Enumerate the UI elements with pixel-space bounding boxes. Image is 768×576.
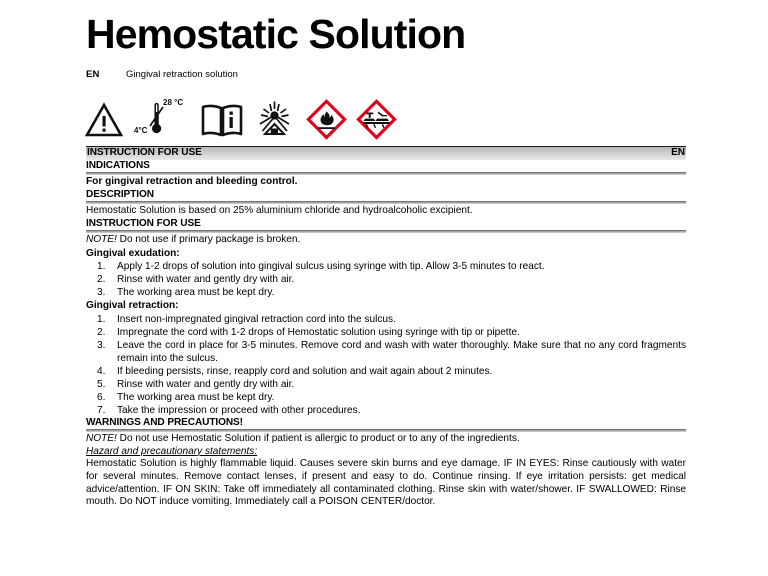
step-index: 7. (97, 404, 106, 416)
temperature-min-label: 4°C (134, 126, 148, 135)
product-subtitle: Gingival retraction solution (126, 69, 238, 80)
temperature-max-label: 28 °C (163, 98, 184, 107)
caution-triangle-icon (84, 100, 124, 145)
description-text: Hemostatic Solution is based on 25% aluminium chloride and hydroalcoholic excipient. (86, 205, 473, 217)
banner-title: INSTRUCTION FOR USE (87, 147, 202, 159)
note-keyword: NOTE! (86, 234, 117, 246)
consult-instructions-icon (200, 100, 244, 145)
list-item (86, 273, 686, 286)
section-warnings (86, 417, 686, 509)
section-rule (86, 230, 686, 233)
step-index: 1. (97, 313, 106, 325)
step-index: 2. (97, 274, 106, 286)
step-text: Impregnate the cord with 1-2 drops of Hemostatic solution using syringe with tip or pipette. (117, 326, 520, 338)
section-instruction-for-use (86, 218, 686, 247)
step-index: 1. (97, 261, 106, 273)
step-text: Take the impression or proceed with other procedures. (117, 404, 361, 416)
note-keyword: NOTE! (86, 433, 117, 445)
section-heading-indications: INDICATIONS (86, 160, 150, 171)
list-item (86, 260, 686, 273)
hazard-statements-heading (86, 446, 686, 459)
step-index: 5. (97, 378, 106, 390)
section-rule (86, 429, 686, 432)
note-body: Do not use if primary package is broken. (116, 234, 301, 246)
page-title: Hemostatic Solution (86, 11, 466, 57)
section-heading-instruction-for-use: INSTRUCTION FOR USE (86, 218, 201, 229)
list-item (86, 339, 686, 365)
section-description (86, 189, 686, 218)
document-body (86, 146, 686, 509)
section-rule (86, 172, 686, 175)
section-heading-description: DESCRIPTION (86, 189, 154, 200)
step-text: Rinse with water and gently dry with air. (117, 274, 295, 286)
temperature-limit-icon (133, 95, 191, 145)
procedure-subheading: Gingival exudation: (86, 248, 180, 259)
note-body: Do not use Hemostatic Solution if patient is allergic to product or to any of the ingredients. (116, 433, 520, 445)
list-item (86, 365, 686, 378)
step-text: The working area must be kept dry. (117, 287, 275, 299)
step-index: 4. (97, 365, 106, 377)
step-text: If bleeding persists, rinse, reapply cord and solution and wait again about 2 minutes. (117, 365, 493, 377)
step-index: 3. (97, 339, 106, 351)
hazard-heading-text: Hazard and precautionary statements: (86, 445, 258, 457)
symbol-strip (84, 100, 397, 145)
ghs-flammable-icon (306, 99, 347, 145)
step-index: 6. (97, 391, 106, 403)
language-tag: EN (86, 69, 100, 80)
step-text: Apply 1-2 drops of solution into gingival sulcus using syringe with tip. Allow 3-5 minutes to react. (117, 261, 545, 273)
list-item (86, 378, 686, 391)
step-index: 2. (97, 326, 106, 338)
list-item (86, 286, 686, 299)
step-index: 3. (97, 287, 106, 299)
list-item (86, 326, 686, 339)
procedure-gingival-exudation (86, 247, 686, 299)
subtitle-row (86, 69, 686, 80)
list-item (86, 404, 686, 417)
banner-language: EN (671, 147, 685, 159)
warnings-note (86, 433, 686, 446)
ifu-note (86, 234, 686, 247)
step-text: Leave the cord in place for 3-5 minutes. Remove cord and wash with water thoroughly. Make sure that no any cord fragments remain into the sulcus. (117, 339, 686, 364)
procedure-step-list (86, 260, 686, 299)
procedure-subheading: Gingival retraction: (86, 300, 179, 312)
section-indications (86, 160, 686, 189)
masthead (86, 11, 686, 80)
step-text: Insert non-impregnated gingival retraction cord into the sulcus. (117, 313, 396, 325)
keep-away-from-sunlight-icon (253, 98, 297, 145)
list-item (86, 391, 686, 404)
procedure-step-list (86, 313, 686, 417)
hazard-statements-text: Hemostatic Solution is highly flammable liquid. Causes severe skin burns and eye damage. IF IN EYES: Rinse cautiously with water for several minutes. Remove contact lenses, if present and easy to do. Continue rinsing. If eye irritation persists: get medical advice/attention. IF ON SKIN: Take off immediately all contaminated clothing. Rinse skin with water/shower. IF SWALLOWED: Rinse mouth. Do NOT induce vomiting. Immediately call a POISON CENTER/doctor. (86, 458, 686, 508)
step-text: Rinse with water and gently dry with air. (117, 378, 295, 390)
section-heading-warnings: WARNINGS AND PRECAUTIONS! (86, 416, 243, 428)
procedure-gingival-retraction (86, 299, 686, 416)
instruction-banner (86, 146, 686, 160)
step-text: The working area must be kept dry. (117, 391, 275, 403)
section-rule (86, 201, 686, 204)
ghs-corrosive-icon (356, 99, 397, 145)
list-item (86, 313, 686, 326)
indications-text: For gingival retraction and bleeding control. (86, 176, 298, 188)
